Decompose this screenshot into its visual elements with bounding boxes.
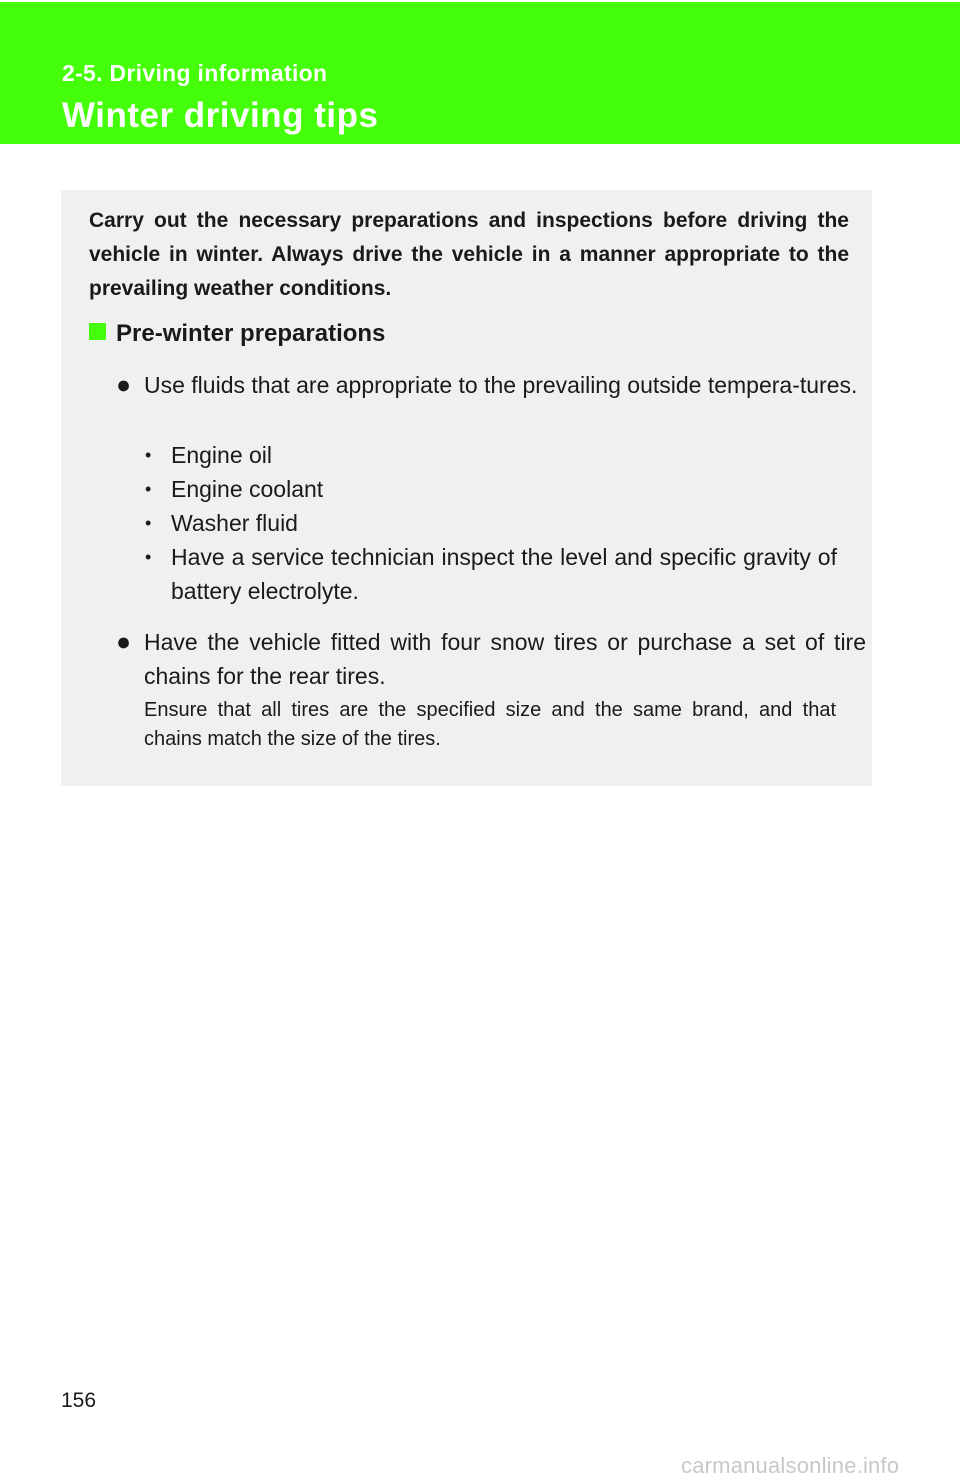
fluids-list (143, 438, 837, 608)
header-bar (0, 2, 960, 144)
sub-list-item: • Engine coolant (143, 472, 837, 506)
square-bullet-icon (89, 323, 106, 340)
subheading-text: Pre-winter preparations (116, 320, 386, 347)
bullet-icon: ● (116, 371, 132, 399)
dot-icon: • (145, 513, 152, 533)
dot-icon: • (145, 445, 152, 465)
list-item (116, 625, 866, 693)
dot-icon: • (145, 479, 152, 499)
list-item-text: Have the vehicle fitted with four snow tires or purchase a set of tire chains for the rear tires. (144, 629, 866, 689)
note-text: Ensure that all tires are the specified size and the same brand, and that chains match the size of the tires. (144, 699, 836, 750)
bullet-icon: ● (116, 628, 132, 656)
intro-paragraph: Carry out the necessary preparations and inspections before driving the vehicle in winter. Always drive the vehicle in a manner appropriate to the prevailing weather conditions. (89, 209, 849, 300)
watermark: carmanualsonline.info (681, 1453, 900, 1478)
sub-list-item: • Washer fluid (143, 506, 837, 540)
content-panel (61, 190, 872, 786)
section-label: 2-5. Driving information (62, 60, 328, 86)
subheading (89, 317, 385, 351)
dot-icon: • (145, 547, 152, 567)
page-title: Winter driving tips (62, 96, 379, 135)
sub-list-item: • Have a service technician inspect the level and specific gravity of battery electrolyte. (143, 540, 837, 608)
list-item (116, 368, 866, 402)
list-item-text: Use fluids that are appropriate to the prevailing outside tempera-tures. (144, 372, 858, 398)
page-number: 156 (61, 1389, 97, 1412)
sub-list-item: • Engine oil (143, 438, 837, 472)
